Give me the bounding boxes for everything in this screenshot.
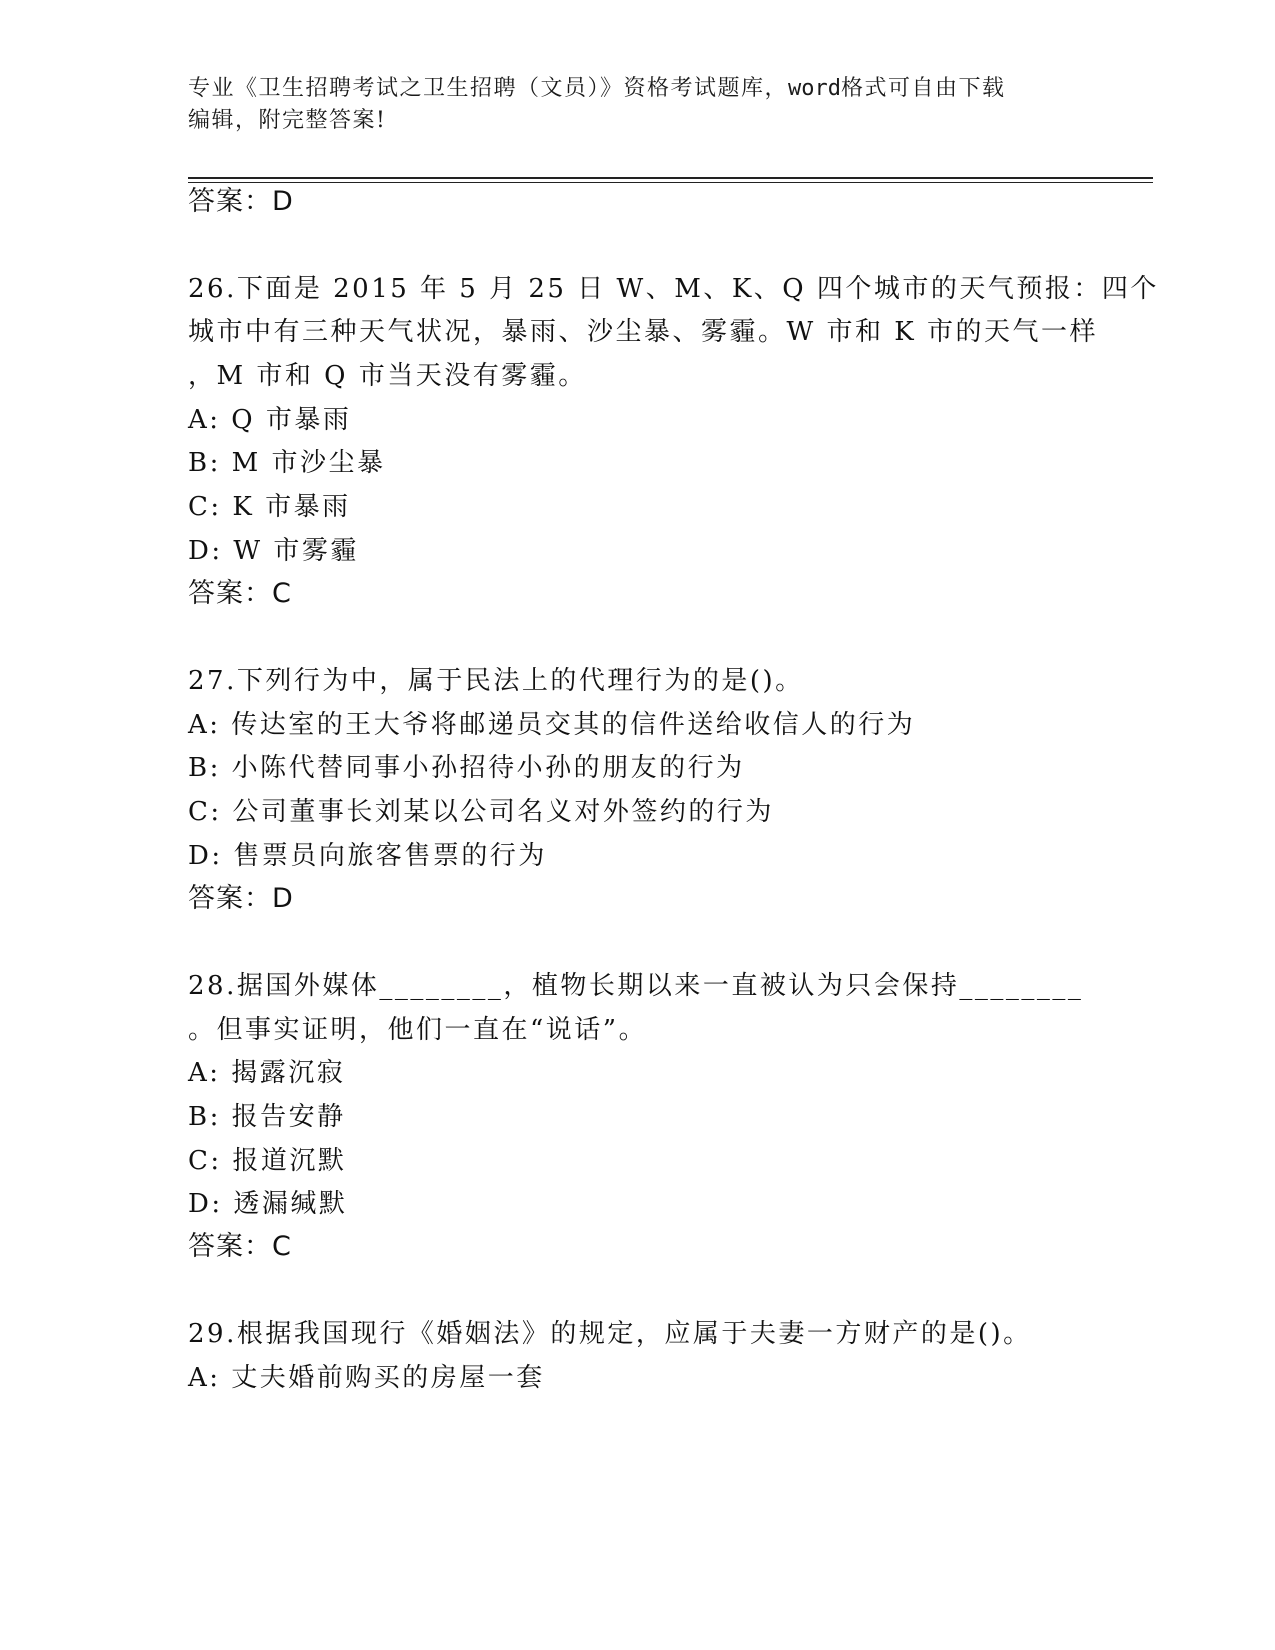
q26-option-a: A: Q 市暴雨 [188, 405, 352, 435]
header-rule-thin [188, 182, 1153, 183]
q28-option-c: C: 报道沉默 [188, 1146, 347, 1176]
q26-stem-line-3: ，M 市和 Q 市当天没有雾霾。 [188, 361, 587, 391]
q26-option-c: C: K 市暴雨 [188, 492, 351, 522]
q27-option-a: A: 传达室的王大爷将邮递员交其的信件送给收信人的行为 [188, 710, 916, 740]
q27-stem-line-1: 27.下列行为中，属于民法上的代理行为的是()。 [188, 666, 804, 696]
q26-option-d: D: W 市雾霾 [188, 536, 359, 566]
q28-stem-line-2: 。但事实证明，他们一直在“说话”。 [188, 1015, 648, 1045]
q28-option-b: B: 报告安静 [188, 1102, 346, 1132]
header-line-1 [188, 73, 1088, 105]
q29-option-a: A: 丈夫婚前购买的房屋一套 [188, 1363, 545, 1393]
header-line-1-text: 专业《卫生招聘考试之卫生招聘（文员）》资格考试题库， [188, 76, 789, 101]
document-header [188, 73, 1088, 137]
q26-option-b: B: M 市沙尘暴 [188, 448, 386, 478]
q26-stem-line-1: 26.下面是 2015 年 5 月 25 日 W、M、K、Q 四个城市的天气预报：四个 [188, 274, 1159, 304]
header-line-2: 编辑，附完整答案! [188, 108, 387, 133]
q27-option-d: D: 售票员向旅客售票的行为 [188, 841, 547, 871]
header-line-1-word: word [788, 76, 841, 101]
q28-option-a: A: 揭露沉寂 [188, 1058, 346, 1088]
q29-stem-line-1: 29.根据我国现行《婚姻法》的规定，应属于夫妻一方财产的是()。 [188, 1319, 1032, 1349]
q27-option-b: B: 小陈代替同事小孙招待小孙的朋友的行为 [188, 753, 745, 783]
header-rule-thick [188, 177, 1153, 179]
answer-25: 答案：D [188, 186, 294, 217]
q26-answer: 答案：C [188, 578, 292, 609]
q28-option-d: D: 透漏缄默 [188, 1189, 348, 1219]
q28-stem-line-1: 28.据国外媒体________，植物长期以来一直被认为只会保持________ [188, 971, 1084, 1001]
q27-option-c: C: 公司董事长刘某以公司名义对外签约的行为 [188, 797, 774, 827]
q26-stem-line-2: 城市中有三种天气状况，暴雨、沙尘暴、雾霾。W 市和 K 市的天气一样 [188, 317, 1098, 347]
q28-answer: 答案：C [188, 1231, 292, 1262]
header-line-1-tail: 格式可自由下载 [841, 76, 1006, 101]
q27-answer: 答案：D [188, 883, 294, 914]
